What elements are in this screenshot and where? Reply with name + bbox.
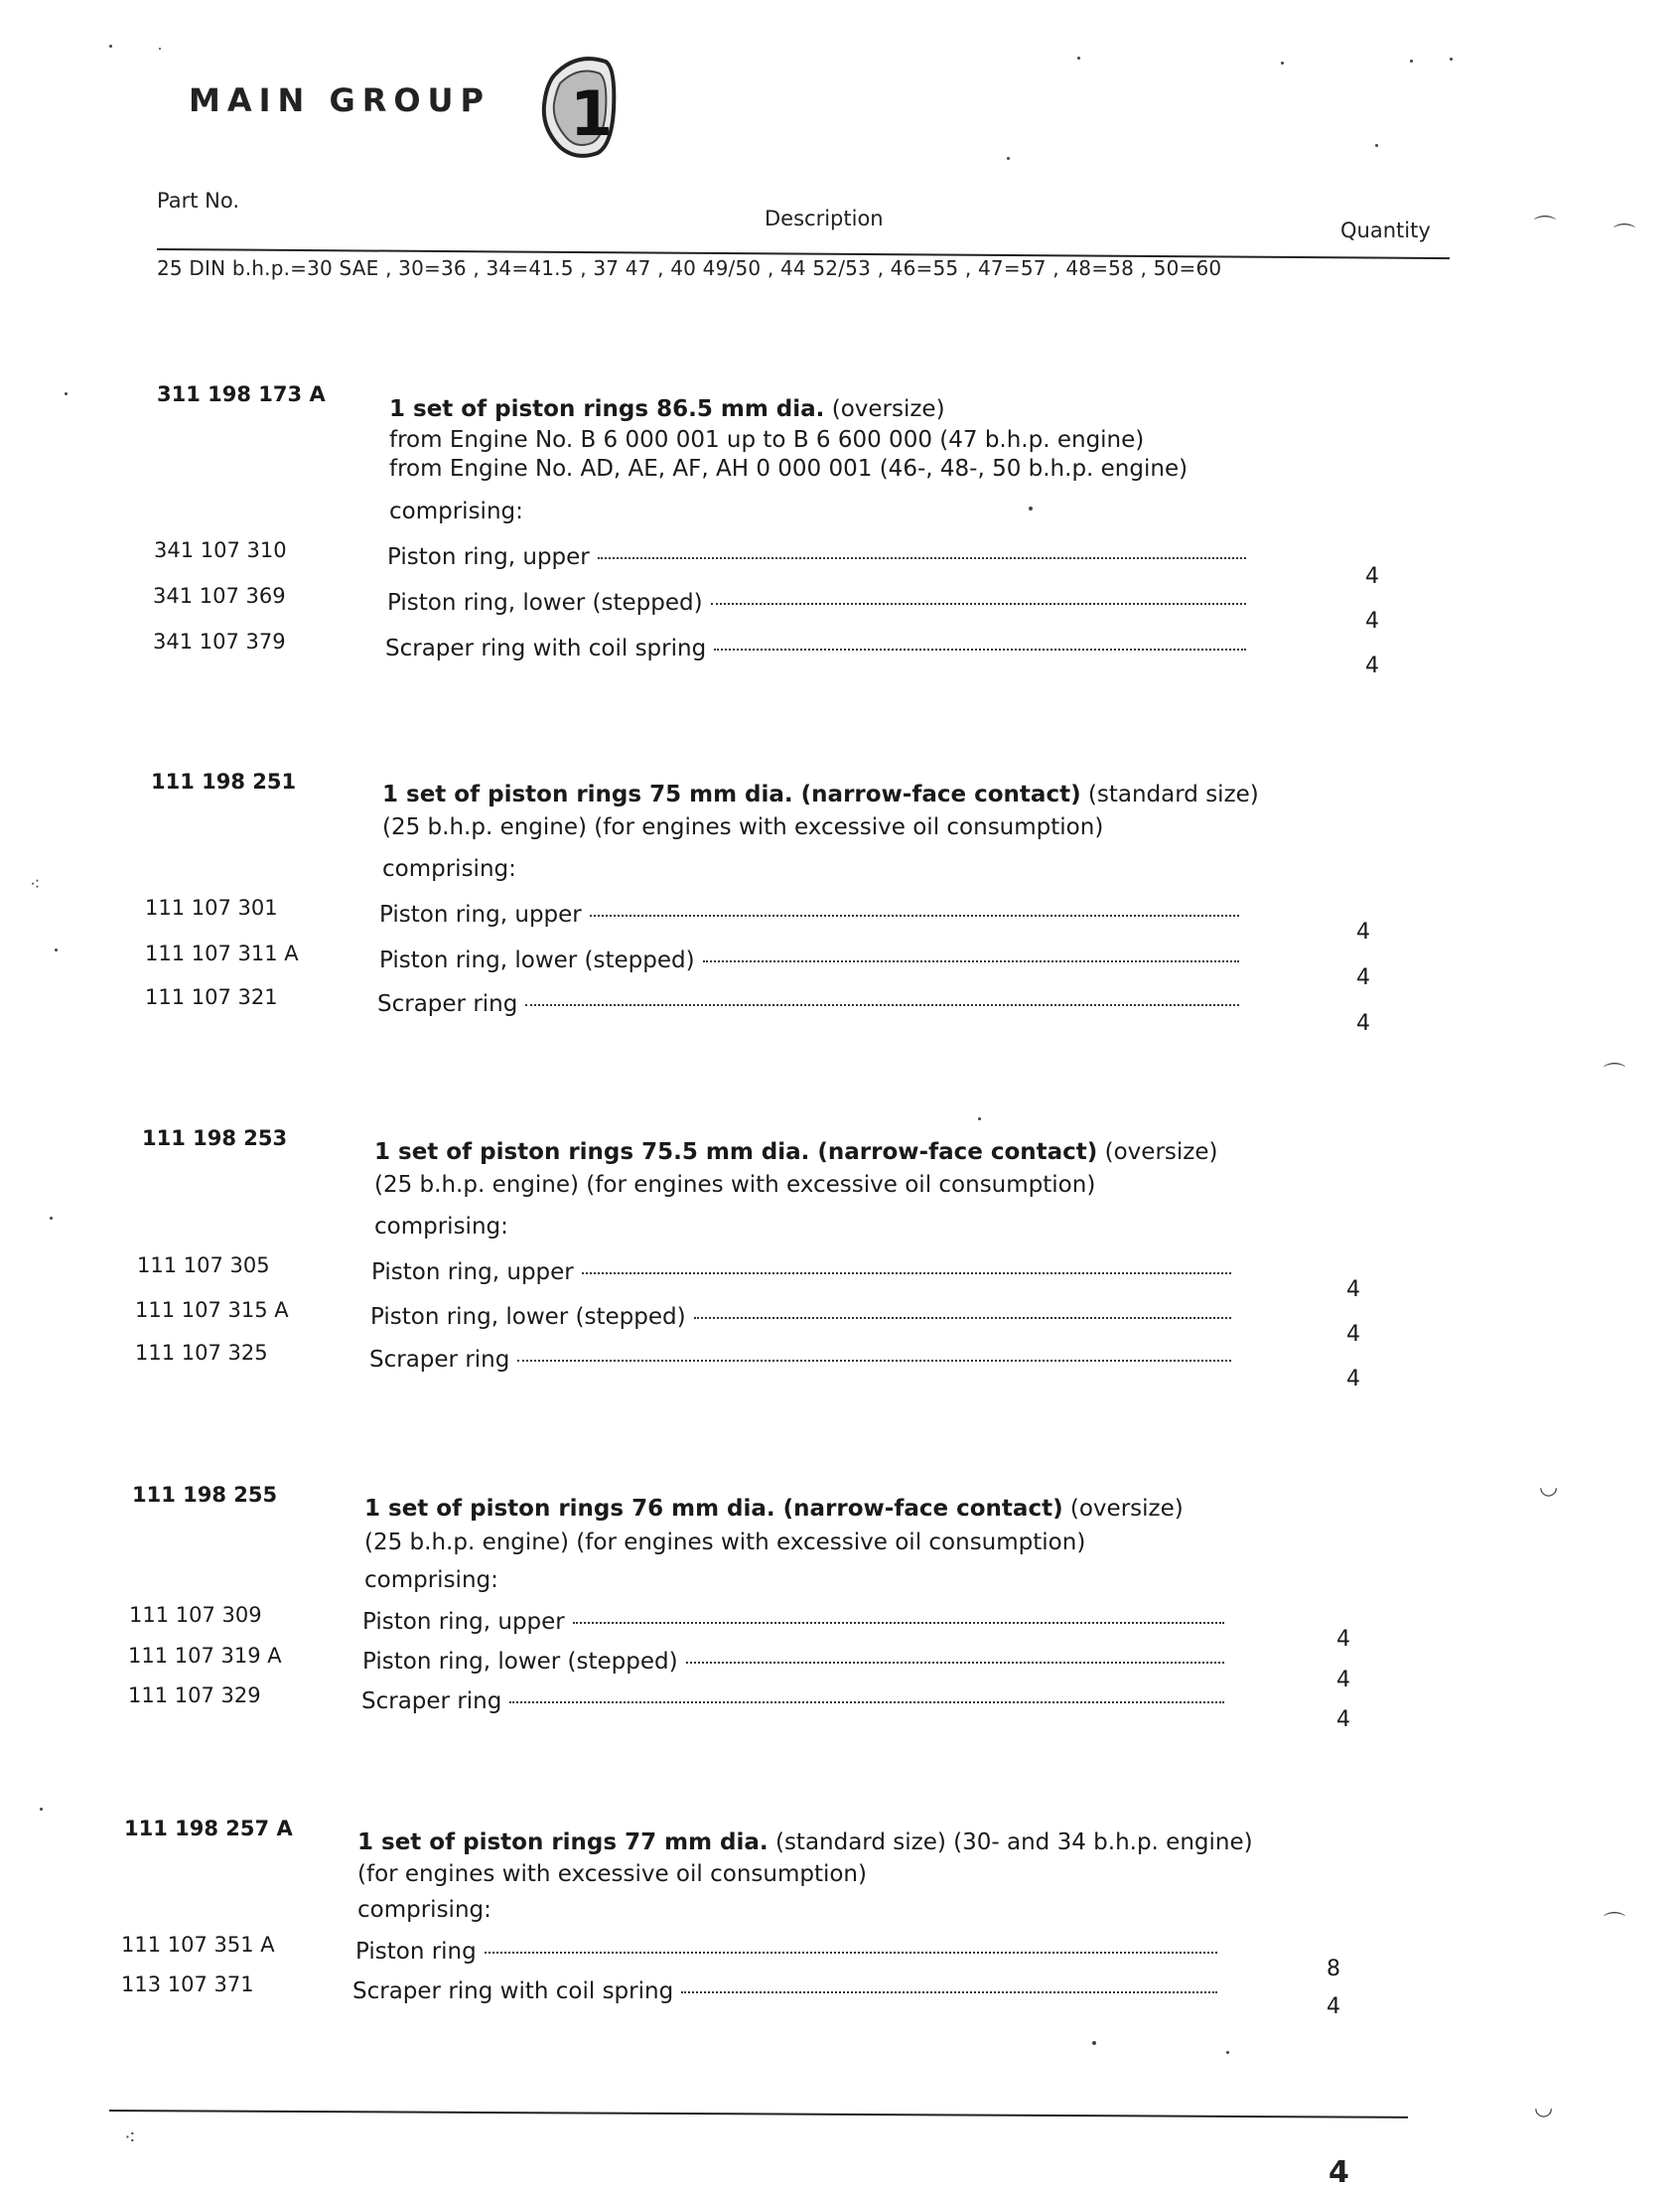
item-part-no: 341 107 310 [154,538,287,562]
col-header-quantity: Quantity [1340,219,1431,242]
comprising-label: comprising: [374,1214,508,1240]
item-label: Scraper ring with coil spring [385,636,707,661]
set-title: 1 set of piston rings 75.5 mm dia. (narrow-face contact) (oversize) [374,1139,1218,1165]
item-qty: 4 [1356,920,1370,945]
comprising-label: comprising: [357,1897,491,1923]
item-label: Piston ring, lower (stepped) [362,1649,678,1675]
item-row [385,636,1246,661]
item-part-no: 111 107 315 A [135,1298,289,1322]
item-row [379,948,1239,973]
item-qty: 4 [1365,564,1379,589]
leader-dots [598,557,1246,559]
item-part-no: 113 107 371 [121,1972,254,1996]
leader-dots [711,603,1246,605]
scan-speck [1077,57,1080,60]
scan-speck [1092,2041,1096,2045]
item-row [362,1649,1224,1675]
leader-dots [703,960,1239,962]
item-row [362,1609,1224,1635]
item-label: Piston ring, upper [387,544,590,570]
page-title: MAIN GROUP [189,81,490,119]
item-qty: 4 [1356,1011,1370,1036]
leader-dots [694,1317,1231,1319]
set-note: (25 b.h.p. engine) (for engines with excessive oil consumption) [382,814,1104,840]
item-label: Piston ring, lower (stepped) [370,1304,686,1330]
scan-speck [65,392,68,395]
item-row [377,991,1239,1017]
item-row [387,590,1246,616]
item-label: Scraper ring [377,991,518,1017]
item-qty: 8 [1327,1957,1340,1981]
item-part-no: 111 107 329 [128,1683,261,1707]
item-qty: 4 [1336,1668,1350,1692]
group-emblem [536,50,618,161]
item-row [369,1347,1231,1373]
set-title: 1 set of piston rings 77 mm dia. (standard size) (30- and 34 b.h.p. engine) [357,1829,1253,1855]
group-number: 1 [570,77,614,150]
item-part-no: 111 107 325 [135,1341,268,1365]
item-qty: 4 [1336,1707,1350,1732]
scan-speck [1450,58,1453,61]
item-label: Piston ring, upper [379,902,582,928]
item-part-no: 111 107 301 [145,896,278,920]
item-part-no: 111 107 305 [137,1253,270,1277]
set-part-no: 111 198 257 A [124,1817,293,1840]
set-part-no: 111 198 253 [142,1126,288,1150]
item-qty: 4 [1336,1627,1350,1652]
set-note: from Engine No. B 6 000 001 up to B 6 600 000 (47 b.h.p. engine) [389,427,1145,453]
item-part-no: 341 107 379 [153,630,286,654]
leader-dots [525,1004,1239,1006]
item-row [379,902,1239,928]
scan-mark: ⁖ [30,874,41,895]
scan-mark: ⌒ [1534,216,1557,240]
scan-mark: ◡ [1539,1475,1559,1500]
comprising-label: comprising: [382,856,516,882]
item-qty: 4 [1327,1994,1340,2019]
leader-dots [517,1360,1231,1362]
set-part-no: 111 198 251 [151,770,297,794]
item-part-no: 111 107 351 A [121,1933,275,1957]
leader-dots [582,1272,1231,1274]
item-label: Piston ring [355,1939,477,1965]
leader-dots [573,1622,1224,1624]
scan-speck [55,949,58,951]
item-label: Scraper ring [369,1347,510,1373]
comprising-label: comprising: [389,499,523,524]
scan-speck [159,48,161,50]
set-title: 1 set of piston rings 75 mm dia. (narrow-face contact) (standard size) [382,782,1259,807]
leader-dots [686,1662,1224,1664]
item-row [371,1259,1231,1285]
scan-mark: ⌒ [1604,1912,1626,1937]
scan-speck [1226,2051,1229,2054]
item-qty: 4 [1346,1277,1360,1302]
item-qty: 4 [1356,965,1370,990]
set-title: 1 set of piston rings 76 mm dia. (narrow-face contact) (oversize) [364,1496,1184,1522]
item-label: Piston ring, upper [362,1609,565,1635]
col-header-description: Description [765,207,884,230]
item-part-no: 341 107 369 [153,584,286,608]
set-part-no: 311 198 173 A [157,382,326,406]
scan-speck [1007,157,1010,160]
leader-dots [681,1991,1217,1993]
item-row [355,1939,1217,1965]
item-label: Scraper ring [361,1688,502,1714]
item-row [361,1688,1224,1714]
item-label: Piston ring, upper [371,1259,574,1285]
set-part-no: 111 198 255 [132,1483,278,1507]
item-part-no: 111 107 309 [129,1603,262,1627]
scan-mark: ⌒ [1604,1063,1626,1088]
leader-dots [714,649,1246,651]
item-row [370,1304,1231,1330]
set-note: (for engines with excessive oil consumption) [357,1861,867,1887]
scan-speck [978,1117,981,1120]
scan-mark: ⁖ [124,2125,136,2149]
leader-dots [485,1952,1217,1954]
item-qty: 4 [1365,609,1379,634]
scan-mark: ⌒ [1613,223,1636,248]
scan-speck [109,45,112,48]
scan-mark: ◡ [1534,2096,1554,2120]
scan-speck [40,1808,43,1811]
col-header-part-no: Part No. [157,189,239,213]
footer-rule [109,2110,1408,2118]
item-label: Piston ring, lower (stepped) [379,948,695,973]
leader-dots [590,915,1239,917]
comprising-label: comprising: [364,1567,498,1593]
item-qty: 4 [1346,1322,1360,1347]
set-note: (25 b.h.p. engine) (for engines with excessive oil consumption) [374,1172,1096,1198]
scan-speck [1375,144,1378,147]
scan-speck [50,1217,53,1220]
page-number: 4 [1329,2155,1349,2190]
set-note: from Engine No. AD, AE, AF, AH 0 000 001 (46-, 48-, 50 b.h.p. engine) [389,456,1189,482]
set-note: (25 b.h.p. engine) (for engines with excessive oil consumption) [364,1530,1086,1555]
item-part-no: 111 107 319 A [128,1644,282,1668]
item-part-no: 111 107 321 [145,985,278,1009]
scan-speck [1029,507,1033,511]
item-qty: 4 [1365,654,1379,678]
item-row [352,1978,1217,2004]
scan-speck [1281,62,1284,65]
item-row [387,544,1246,570]
engine-spec-line: 25 DIN b.h.p.=30 SAE , 30=36 , 34=41.5 , 37 47 , 40 49/50 , 44 52/53 , 46=55 , 47=57 , 48=58 , 50=60 [157,256,1222,280]
item-part-no: 111 107 311 A [145,942,299,965]
item-qty: 4 [1346,1367,1360,1391]
leader-dots [509,1701,1224,1703]
set-title: 1 set of piston rings 86.5 mm dia. (oversize) [389,396,945,422]
item-label: Scraper ring with coil spring [352,1978,674,2004]
scan-speck [1410,60,1413,63]
item-label: Piston ring, lower (stepped) [387,590,703,616]
